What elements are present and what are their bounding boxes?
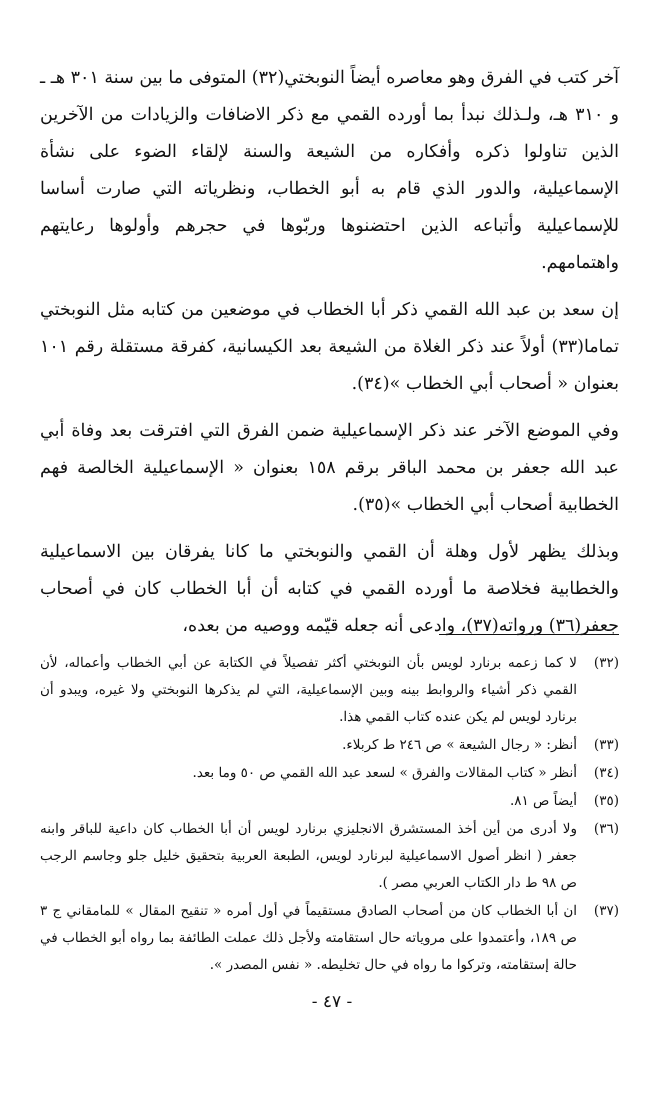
paragraph-1: آخر كتب في الفرق وهو معاصره أيضاً النوبختي(٣٢) المتوفى ما بين سنة ٣٠١ هـ ـ و ٣١٠ هـ، ولـذلك نبدأ بما أورده القمي مع ذكر الاضافات والزيادات من الآخرين الذين تناولوا ذكره وأفكاره من الشيعة والسنة لإلقاء الضوء على نشأة الإسماعيلية، والدور الذي قام به أبو الخطاب، ونظرياته التي صارت أساسا للإسماعيلية وأتباعه الذين احتضنوها وربّوها في حجرهم وأولوها رعايتهم واهتمامهم. (40, 68, 620, 273)
footnote-number: (٣٤) (593, 765, 619, 781)
footnote-37 (40, 898, 619, 979)
footnote-32 (40, 650, 619, 731)
footnote-34 (40, 760, 619, 787)
paragraph-4: وبذلك يظهر لأول وهلة أن القمي والنوبختي ما كانا يفرقان بين الاسماعيلية والخطابية فخلاصة ما أورده القمي في كتابه أن أبا الخطاب كان في أصحاب جعفر(٣٦) ورواته(٣٧)، وادعى أنه جعله قيّمه ووصيه من بعده، (40, 542, 619, 636)
footnotes (40, 650, 619, 980)
paragraph-3: وفي الموضع الآخر عند ذكر الإسماعيلية ضمن الفرق التي افترقت بعد وفاة أبي عبد الله جعفر بن محمد الباقر برقم ١٥٨ بعنوان « الإسماعيلية الخالصة فهم الخطابية أصحاب أبي الخطاب »(٣٥). (40, 421, 619, 515)
footnote-text: ولا أدرى من أين أخذ المستشرق الانجليزي برنارد لويس أن أبا الخطاب كان داعية للباقر وابنه جعفر ( انظر أصول الاسماعيلية لبرنارد لويس، الطبعة العربية بتحقيق خليل جلو وجاسم الرجب ص ٩٨ ط دار الكتاب العربي مصر ). (40, 821, 577, 891)
footnote-36 (40, 816, 619, 897)
page-number: - ٤٧ - (311, 992, 353, 1012)
footnote-number: (٣٥) (593, 793, 619, 809)
paragraph-2: إن سعد بن عبد الله القمي ذكر أبا الخطاب في موضعين من كتابه مثل النوبختي تماما(٣٣) أولاً عند ذكر الغلاة من الشيعة بعد الكيسانية، كفرقة مستقلة رقم ١٠١ بعنوان « أصحاب أبي الخطاب »(٣٤). (40, 300, 619, 394)
footnote-number: (٣٣) (593, 737, 619, 753)
footnote-35 (40, 788, 619, 815)
footnote-33 (40, 732, 619, 759)
main-text (40, 60, 619, 655)
footnote-text: لا كما زعمه برنارد لويس بأن النوبختي أكثر تفصيلاً في الكتابة عن أبي الخطاب وأعماله، لأن القمي ذكر أشياء والروابط بينه وبين الإسماعيلية، التي لم يذكرها النوبختي ولا غيره، ويبدو أن برنارد لويس لم يكن عنده كتاب القمي هذا. (40, 655, 577, 725)
footnote-separator (439, 634, 619, 635)
footnote-text: ان أبا الخطاب كان من أصحاب الصادق مستقيماً في أول أمره « تنقيح المقال » للمامقاني ج ٣ ص ١٨٩، وأعتمدوا على مروياته حال استقامته ولأجل ذلك عملت الطائفة بما رواه أبو الخطاب في حالة إستقامته، وتركوا ما رواه في حال تخليطه. « نفس المصدر ». (40, 903, 577, 973)
footnote-text: أيضاً ص ٨١. (509, 793, 577, 809)
footnote-number: (٣٧) (593, 903, 619, 919)
footnote-number: (٣٦) (593, 821, 619, 837)
footnote-text: أنظر: « رجال الشيعة » ص ٢٤٦ ط كربلاء. (342, 737, 577, 753)
footnote-number: (٣٢) (593, 655, 619, 671)
footnote-text: أنظر « كتاب المقالات والفرق » لسعد عبد الله القمي ص ٥٠ وما بعد. (192, 765, 577, 781)
